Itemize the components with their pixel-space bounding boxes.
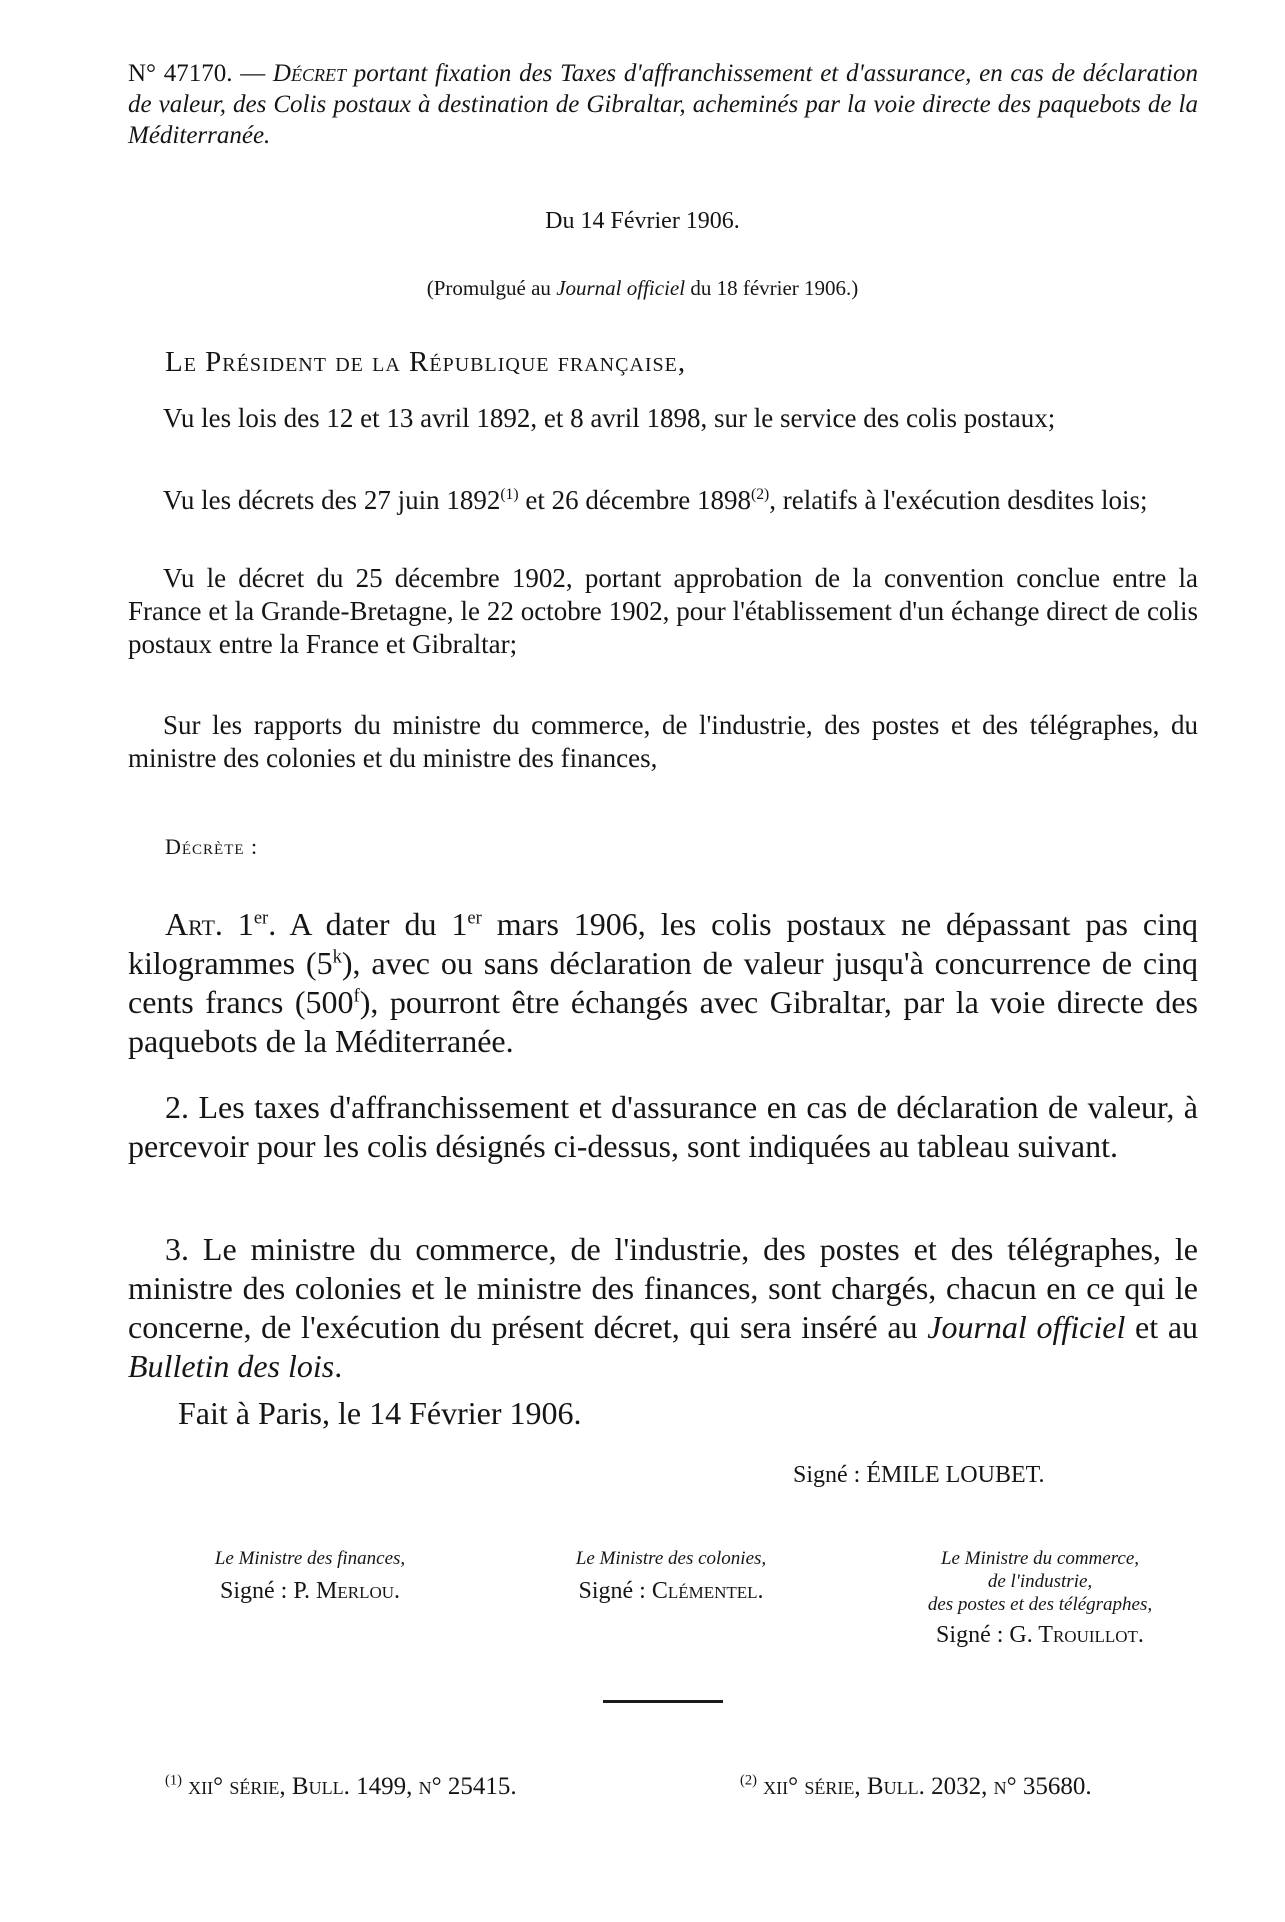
visa-laws: Vu les lois des 12 et 13 avril 1892, et 8 avril 1898, sur le service des colis postaux; — [163, 403, 1056, 433]
promulgation-note — [0, 276, 1285, 301]
signed-label: Signé : — [936, 1622, 1010, 1648]
minister-commerce-title-3: des postes et des télégraphes, — [927, 1594, 1153, 1615]
article-3-end: . — [334, 1348, 343, 1384]
decree-heading — [128, 58, 1198, 151]
promulgation-before: (Promulgué au — [426, 276, 551, 300]
minister-finances-signature — [150, 1578, 470, 1605]
minister-commerce-title-1: Le Ministre du commerce, — [940, 1548, 1140, 1569]
footnote-1 — [165, 1773, 517, 1801]
heading-dash: — — [240, 60, 266, 87]
decree-number: N° 47170. — [128, 60, 233, 87]
visa-convention: Vu le décret du 25 décembre 1902, portant approbation de la convention conclue entre la France et la Grande-Bretagne, le 22 octobre 1902, pour l'établissement d'un échange direct de colis postaux entre la France et Gibraltar; — [128, 563, 1198, 659]
promulgation-after: du 18 février 1906.) — [690, 276, 859, 300]
article-3-bulletin: Bulletin des lois — [128, 1348, 335, 1384]
president-signature: Signé : ÉMILE LOUBET. — [793, 1462, 1045, 1488]
heading-decret-word: Décret — [272, 60, 346, 87]
minister-finances — [150, 1547, 470, 1605]
footnote-ref-2: (2) — [751, 486, 770, 503]
signed-label: Signé : — [578, 1578, 652, 1604]
article-2: 2. Les taxes d'affranchissement et d'assurance en cas de déclaration de valeur, à percevoir pour les colis désignés ci-dessus, sont indiquées au tableau suivant. — [128, 1089, 1198, 1164]
minister-colonies — [516, 1547, 826, 1605]
visa-reports: Sur les rapports du ministre du commerce, de l'industrie, des postes et des télégraphes, du ministre des colonies et du ministre des finances, — [128, 710, 1198, 773]
visa-decrees — [128, 484, 1198, 517]
minister-colonies-signature — [516, 1578, 826, 1605]
minister-commerce-title-2: de l'industrie, — [987, 1571, 1093, 1592]
minister-finances-title: Le Ministre des finances, — [214, 1548, 406, 1569]
visa-decrees-middle: et 26 décembre 1898 — [525, 485, 752, 515]
visa-decrees-before: Vu les décrets des 27 juin 1892 — [163, 485, 501, 515]
promulgation-journal: Journal officiel — [556, 276, 686, 300]
article-1-sup3: f — [353, 985, 360, 1007]
minister-finances-name: P. Merlou. — [293, 1578, 401, 1604]
article-1-sup2: k — [332, 946, 342, 968]
article-3-before: 3. Le ministre du commerce, de l'industrie, des postes et des télégraphes, le ministre des colonies et le ministre des finances, sont chargés, chacun en ce qui le concerne, de l'exécution du présent décret, qui sera inséré au — [128, 1231, 1198, 1345]
president-line: Le Président de la République française, — [165, 346, 687, 378]
visa-decrees-after: , relatifs à l'exécution desdites lois; — [769, 485, 1148, 515]
article-3-middle: et au — [1135, 1309, 1199, 1345]
footnote-1-text: xii° série, Bull. 1499, n° 25415. — [188, 1773, 517, 1800]
article-1-part2: mars 1906, les colis postaux ne dépassant pas cinq kilogrammes (5 — [128, 906, 1199, 981]
article-1-part3: ), avec ou sans déclaration de valeur jusqu'à concurrence de cinq cents francs (500 — [128, 945, 1199, 1020]
decrete-label: Décrète : — [165, 834, 259, 859]
minister-colonies-name: Clémentel. — [651, 1578, 764, 1604]
footnote-ref-1: (1) — [500, 486, 519, 503]
article-1-label: Art. 1 — [165, 906, 254, 942]
article-1-part1: . A dater du 1 — [268, 906, 468, 942]
minister-commerce-signature — [860, 1622, 1220, 1649]
article-1-sup1: er — [467, 907, 482, 929]
footnote-2 — [740, 1773, 1092, 1801]
article-1-part4: ), pourront être échangés avec Gibraltar, par la voie directe des paquebots de la Méditerranée. — [128, 984, 1199, 1059]
footnote-1-marker: (1) — [165, 1772, 182, 1789]
fait-a-paris: Fait à Paris, le 14 Février 1906. — [178, 1395, 582, 1431]
heading-text: portant fixation des Taxes d'affranchissement et d'assurance, en cas de déclaration de valeur, des Colis postaux à destination de Gibraltar, acheminés par la voie directe des paquebots de la Méditerranée. — [128, 60, 1199, 149]
minister-colonies-title: Le Ministre des colonies, — [575, 1548, 767, 1569]
article-3 — [128, 1230, 1198, 1386]
article-1 — [128, 905, 1198, 1061]
minister-commerce-name: G. Trouillot. — [1009, 1622, 1144, 1648]
signed-label: Signé : — [219, 1578, 294, 1604]
decree-date: Du 14 Février 1906. — [545, 208, 740, 234]
article-1-label-sup: er — [253, 907, 269, 929]
footnote-2-text: xii° série, Bull. 2032, n° 35680. — [763, 1773, 1092, 1800]
divider-rule — [603, 1700, 723, 1703]
footnote-2-marker: (2) — [740, 1772, 757, 1789]
minister-commerce — [860, 1547, 1220, 1649]
article-3-journal: Journal officiel — [927, 1309, 1126, 1345]
